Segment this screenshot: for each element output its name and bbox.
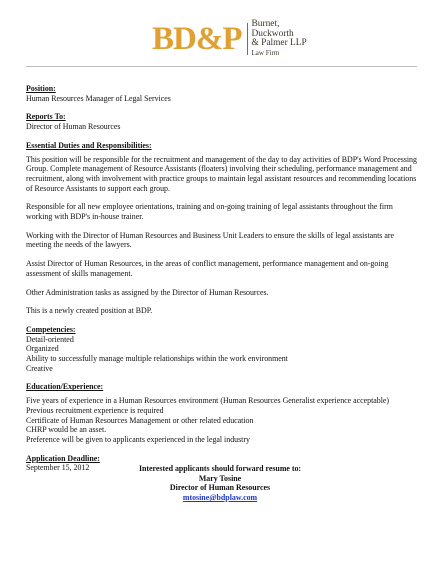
- competency-item: Organized: [26, 344, 59, 354]
- logo-line-1: Burnet,: [251, 19, 280, 30]
- education-item: Preference will be given to applicants experienced in the legal industry: [26, 434, 250, 444]
- education-item: Previous recruitment experience is required: [26, 405, 164, 415]
- logo-line-4: Law Firm: [251, 48, 280, 57]
- logo-divider: [247, 23, 248, 55]
- logo-line-3: & Palmer LLP: [251, 38, 307, 49]
- duties-paragraph: Responsible for all new employee orientations, training and on-going training of legal assistants throughout the firm working with BDP's in-house trainer.: [26, 202, 393, 222]
- competencies-heading: Competencies:: [26, 324, 76, 334]
- contact-intro: Interested applicants should forward resume to:: [138, 464, 302, 473]
- position-value: Human Resources Manager of Legal Services: [26, 93, 171, 103]
- duties-paragraph: This is a newly created position at BDP.: [26, 306, 153, 316]
- competency-item: Ability to successfully manage multiple relationships within the work environment: [26, 354, 288, 364]
- reports-to-value: Director of Human Resources: [26, 122, 121, 132]
- duties-paragraph: Other Administration tasks as assigned by the Director of Human Resources.: [26, 287, 269, 297]
- firm-logo: [152, 19, 307, 57]
- deadline-heading: Application Deadline:: [26, 453, 100, 463]
- duties-heading: Essential Duties and Responsibilities:: [26, 140, 152, 150]
- duties-paragraph: Assist Director of Human Resources, in the areas of conflict management, performance management and on-going assessment of skills management.: [26, 259, 389, 278]
- logo-mark: BD&P: [152, 21, 242, 57]
- header-rule: [26, 66, 417, 67]
- competency-item: Creative: [26, 363, 53, 373]
- education-item: Five years of experience in a Human Resources environment (Human Resources Generalist experience acceptable): [26, 396, 390, 406]
- competency-item: Detail-oriented: [26, 334, 74, 344]
- reports-to-heading: Reports To:: [26, 112, 66, 122]
- duties-paragraph: This position will be responsible for the recruitment and management of the day to day activities of BDP's Word Processing Group. Complete management of Resource Assistants (floaters) involving their scheduling, performance management and recruitment, along with involvement with practice groups to maintain legal assistant resources and recommending locations of Resource Assistants to support each group.: [26, 154, 417, 193]
- deadline-value: September 15, 2012: [26, 463, 90, 473]
- contact-email-link[interactable]: mtosine@bdplaw.com: [182, 493, 258, 503]
- logo-line-2: Duckworth: [251, 28, 294, 39]
- position-heading: Position:: [26, 84, 56, 93]
- contact-title: Director of Human Resources: [169, 483, 271, 493]
- logo-firm-name: [252, 20, 307, 57]
- contact-name: Mary Tosine: [198, 473, 242, 483]
- education-item: CHRP would be an asset.: [26, 425, 107, 435]
- education-item: Certificate of Human Resources Management or other related education: [26, 415, 254, 425]
- document-body: [26, 84, 418, 473]
- duties-paragraph: Working with the Director of Human Resources and Business Unit Leaders to ensure the skills of legal assistants are meeting the needs of the lawyers.: [26, 230, 394, 250]
- education-heading: Education/Experience:: [26, 382, 104, 392]
- contact-block: [0, 464, 440, 503]
